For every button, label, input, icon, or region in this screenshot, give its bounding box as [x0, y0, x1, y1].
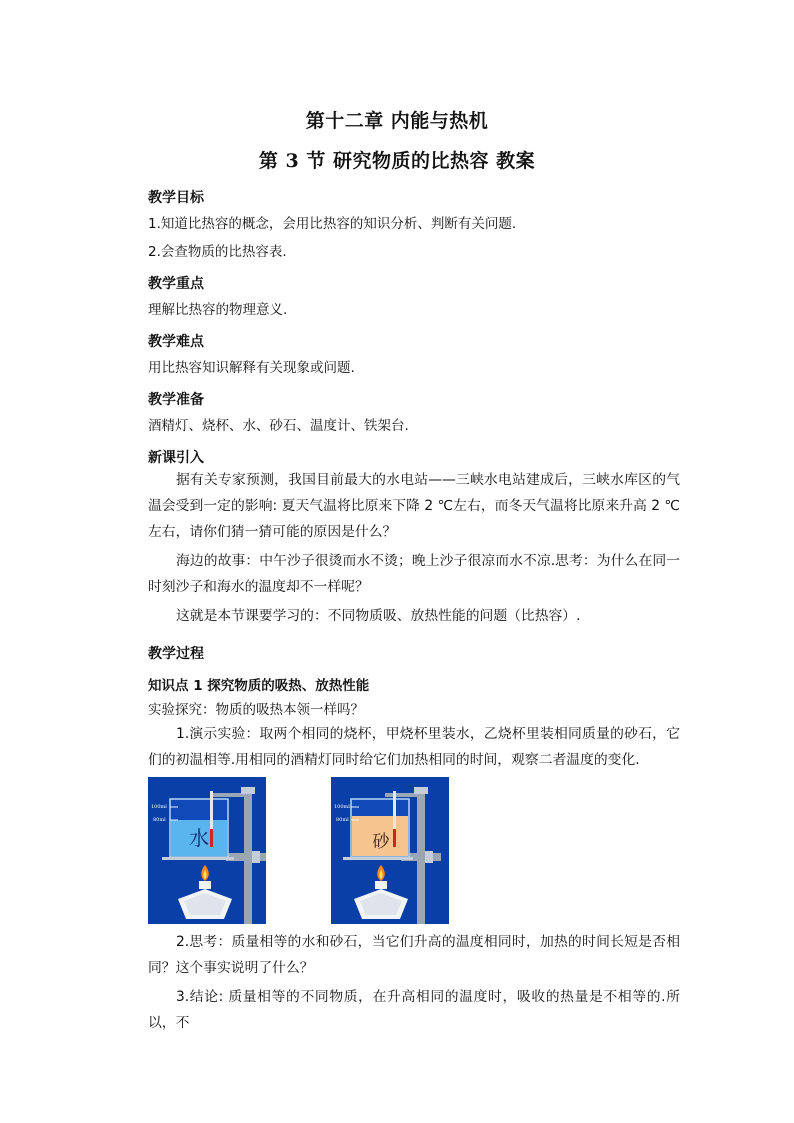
goal-item-1: 1.知道比热容的概念，会用比热容的知识分析、判断有关问题.	[148, 216, 517, 232]
heading-difficulties: 教学难点	[148, 334, 204, 350]
goal-item-2: 2.会查物质的比热容表.	[148, 244, 287, 260]
explore-question: 实验探究：物质的吸热本领一样吗？	[148, 702, 364, 718]
figure-sand-heating	[331, 777, 449, 924]
knowledge-point-1: 知识点 1 探究物质的吸热、放热性能	[148, 678, 370, 694]
key-points-text: 理解比热容的物理意义.	[148, 302, 288, 318]
intro-paragraph-1: 据有关专家预测，我国目前最大的水电站——三峡水电站建成后，三峡水库区的气温会受到一定的影响: 夏天气温将比原来下降 2 ℃左右，而冬天气温将比原来升高 2 ℃左右，请你们猜一猜可能的原因是什么？	[148, 472, 680, 540]
heading-goals: 教学目标	[148, 190, 204, 206]
water-mark-80: 80ml	[153, 817, 166, 823]
intro-paragraph-3: 这就是本节课要学习的：不同物质吸、放热性能的问题（比热容）.	[176, 608, 581, 624]
process-paragraph-2: 2.思考：质量相等的水和砂石，当它们升高的温度相同时，加热的时间长短是否相同？这个事实说明了什么？	[148, 934, 680, 976]
process-paragraph-3: 3.结论: 质量相等的不同物质，在升高相同的温度时，吸收的热量是不相等的.所以，不	[148, 989, 680, 1031]
preparation-text: 酒精灯、烧杯、水、砂石、温度计、铁架台.	[148, 418, 409, 434]
sand-mark-100: 100ml	[334, 804, 350, 810]
water-mark-100: 100ml	[151, 804, 167, 810]
section-title: 第 3 节 研究物质的比热容 教案	[258, 150, 536, 172]
heading-intro: 新课引入	[148, 450, 204, 466]
figure-water-heating	[148, 777, 266, 924]
sand-label: 砂	[372, 832, 390, 852]
water-label: 水	[189, 826, 209, 850]
heading-key-points: 教学重点	[148, 276, 204, 292]
process-paragraph-1: 1.演示实验：取两个相同的烧杯，甲烧杯里装水，乙烧杯里装相同质量的砂石，它们的初温相等.用相同的酒精灯同时给它们加热相同的时间，观察二者温度的变化.	[148, 726, 680, 768]
heading-preparation: 教学准备	[148, 392, 204, 408]
heading-process: 教学过程	[148, 646, 204, 662]
intro-paragraph-2: 海边的故事：中午沙子很烫而水不烫；晚上沙子很凉而水不凉.思考：为什么在同一时刻沙子和海水的温度却不一样呢？	[148, 553, 680, 595]
sand-mark-80: 80ml	[336, 817, 349, 823]
chapter-title: 第十二章 内能与热机	[305, 110, 489, 132]
difficulties-text: 用比热容知识解释有关现象或问题.	[148, 360, 355, 376]
